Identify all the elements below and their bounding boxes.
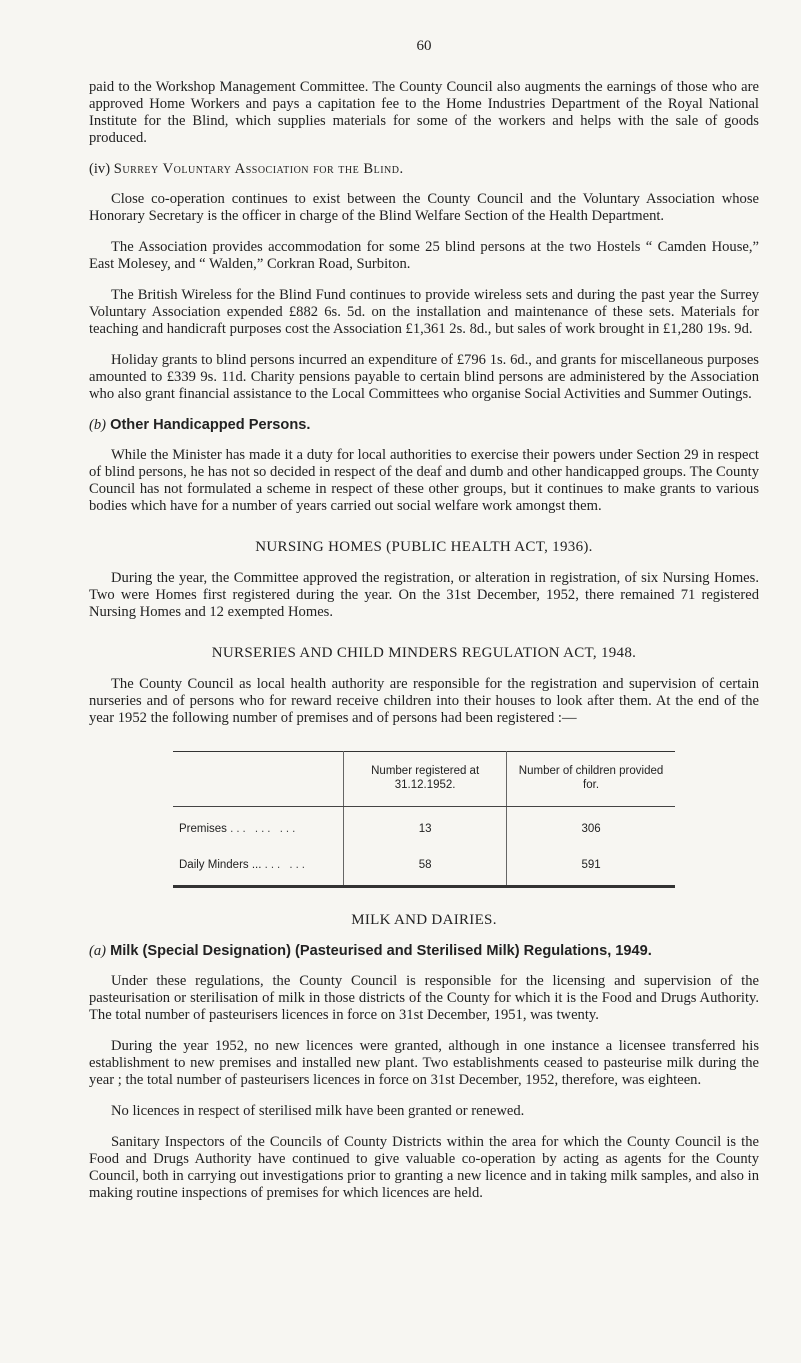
milk-sub-label: (a) [89, 943, 107, 959]
section-iv-paragraph: The Association provides accommodation for some 25 blind persons at the two Hostels “ Camden House,” East Molesey, and “ Walden,” Corkran Road, Surbiton. [89, 239, 759, 272]
milk-paragraph: Sanitary Inspectors of the Councils of County Districts within the area for which the County Council is the Food and Drugs Authority have continued to give valuable co-operation by acting as agents for the County Council, both in carrying out investigations prior to granting a new licence and in taking milk samples, and also in making routine inspections of premises for which licences are held. [89, 1134, 759, 1201]
section-iv-title: Surrey Voluntary Association for the Blind. [113, 161, 404, 177]
section-b-heading [89, 417, 759, 434]
milk-paragraph: During the year 1952, no new licences were granted, although in one instance a licensee transferred his establishment to new premises and installed new plant. Two establishments ceased to pasteurise milk during the year ; the total number of pasteurisers licences in force on 31st December, 1952, therefore, was eighteen. [89, 1038, 759, 1088]
section-b-label: (b) [89, 417, 107, 433]
section-b-paragraph: While the Minister has made it a duty for local authorities to exercise their powers under Section 29 in respect of blind persons, he has not so decided in respect of the deaf and dumb and other handicapped groups. The County Council has not formulated a scheme in respect of these other groups, but it continues to make grants to various bodies which have for a number of years carried out social welfare work amongst them. [89, 447, 759, 514]
milk-sub-title: Milk (Special Designation) (Pasteurised and Sterilised Milk) Regulations, 1949. [110, 943, 652, 959]
milk-paragraph: Under these regulations, the County Council is responsible for the licensing and supervision of the pasteurisation or sterilisation of milk in those districts of the County for which it is the Food and Drugs Authority. The total number of pasteurisers licences in force on 31st December, 1951, was twenty. [89, 973, 759, 1023]
table-header-row [173, 752, 675, 807]
table-row [173, 807, 675, 844]
nurseries-heading: NURSERIES AND CHILD MINDERS REGULATION ACT, 1948. [211, 645, 637, 661]
section-iv-paragraph: Holiday grants to blind persons incurred an expenditure of £796 1s. 6d., and grants for miscellaneous purposes amounted to £339 9s. 11d. Charity pensions payable to certain blind persons are administered by the Association who also grant financial assistance to the Local Committees who organise Social Activities and Summer Outings. [89, 352, 759, 402]
section-b-title: Other Handicapped Persons. [110, 417, 311, 433]
milk-sub-heading [89, 943, 759, 960]
table-row-label: Daily Minders ... ... ... [179, 859, 309, 871]
milk-heading: MILK AND DAIRIES. [351, 912, 497, 928]
leader-dots: ... ... [264, 859, 309, 871]
table-row [173, 843, 675, 887]
milk-paragraph: No licences in respect of sterilised milk have been granted or renewed. [111, 1103, 525, 1119]
table-header-blank [173, 752, 344, 807]
table-cell-children: 591 [581, 859, 601, 871]
section-iv-paragraph: Close co-operation continues to exist between the County Council and the Voluntary Association whose Honorary Secretary is the officer in charge of the Blind Welfare Section of the Health Department. [89, 191, 759, 224]
table-cell-children: 306 [581, 823, 601, 835]
intro-paragraph: paid to the Workshop Management Committee. The County Council also augments the earnings of those who are approved Home Workers and pays a capitation fee to the Home Industries Department of the Royal National Institute for the Blind, which supplies materials for some of the workers and helps with the sale of goods produced. [89, 79, 759, 146]
table-cell-registered: 13 [344, 807, 507, 844]
nurseries-paragraph: The County Council as local health authority are responsible for the registration and supervision of certain nurseries and of persons who for reward receive children into their houses to look after them. At the end of the year 1952 the following number of premises and of persons had been registered :— [89, 676, 759, 726]
table-cell-registered: 58 [344, 843, 507, 887]
nursing-homes-paragraph: During the year, the Committee approved the registration, or alteration in registration, of six Nursing Homes. Two were Homes first registered during the year. On the 31st December, 1952, there remained 71 registered Nursing Homes and 12 exempted Homes. [89, 570, 759, 620]
page-number: 60 [416, 38, 432, 54]
leader-dots: ... ... ... [230, 823, 299, 835]
section-iv-label: (iv) [89, 161, 111, 177]
table-header-registered: Number registered at 31.12.1952. [344, 752, 507, 807]
table-header-children: Number of children provided for. [507, 752, 675, 807]
registration-table [173, 751, 675, 888]
section-iv-paragraph: The British Wireless for the Blind Fund continues to provide wireless sets and during the past year the Surrey Voluntary Association expended £882 6s. 5d. on the installation and maintenance of these sets. Materials for teaching and handicraft purposes cost the Association £1,361 2s. 8d., but sales of work brought in £1,280 19s. 9d. [89, 287, 759, 337]
table-row-label: Premises ... ... ... [179, 823, 299, 835]
nursing-homes-heading: NURSING HOMES (PUBLIC HEALTH ACT, 1936). [255, 539, 593, 555]
section-iv-heading [89, 161, 759, 178]
